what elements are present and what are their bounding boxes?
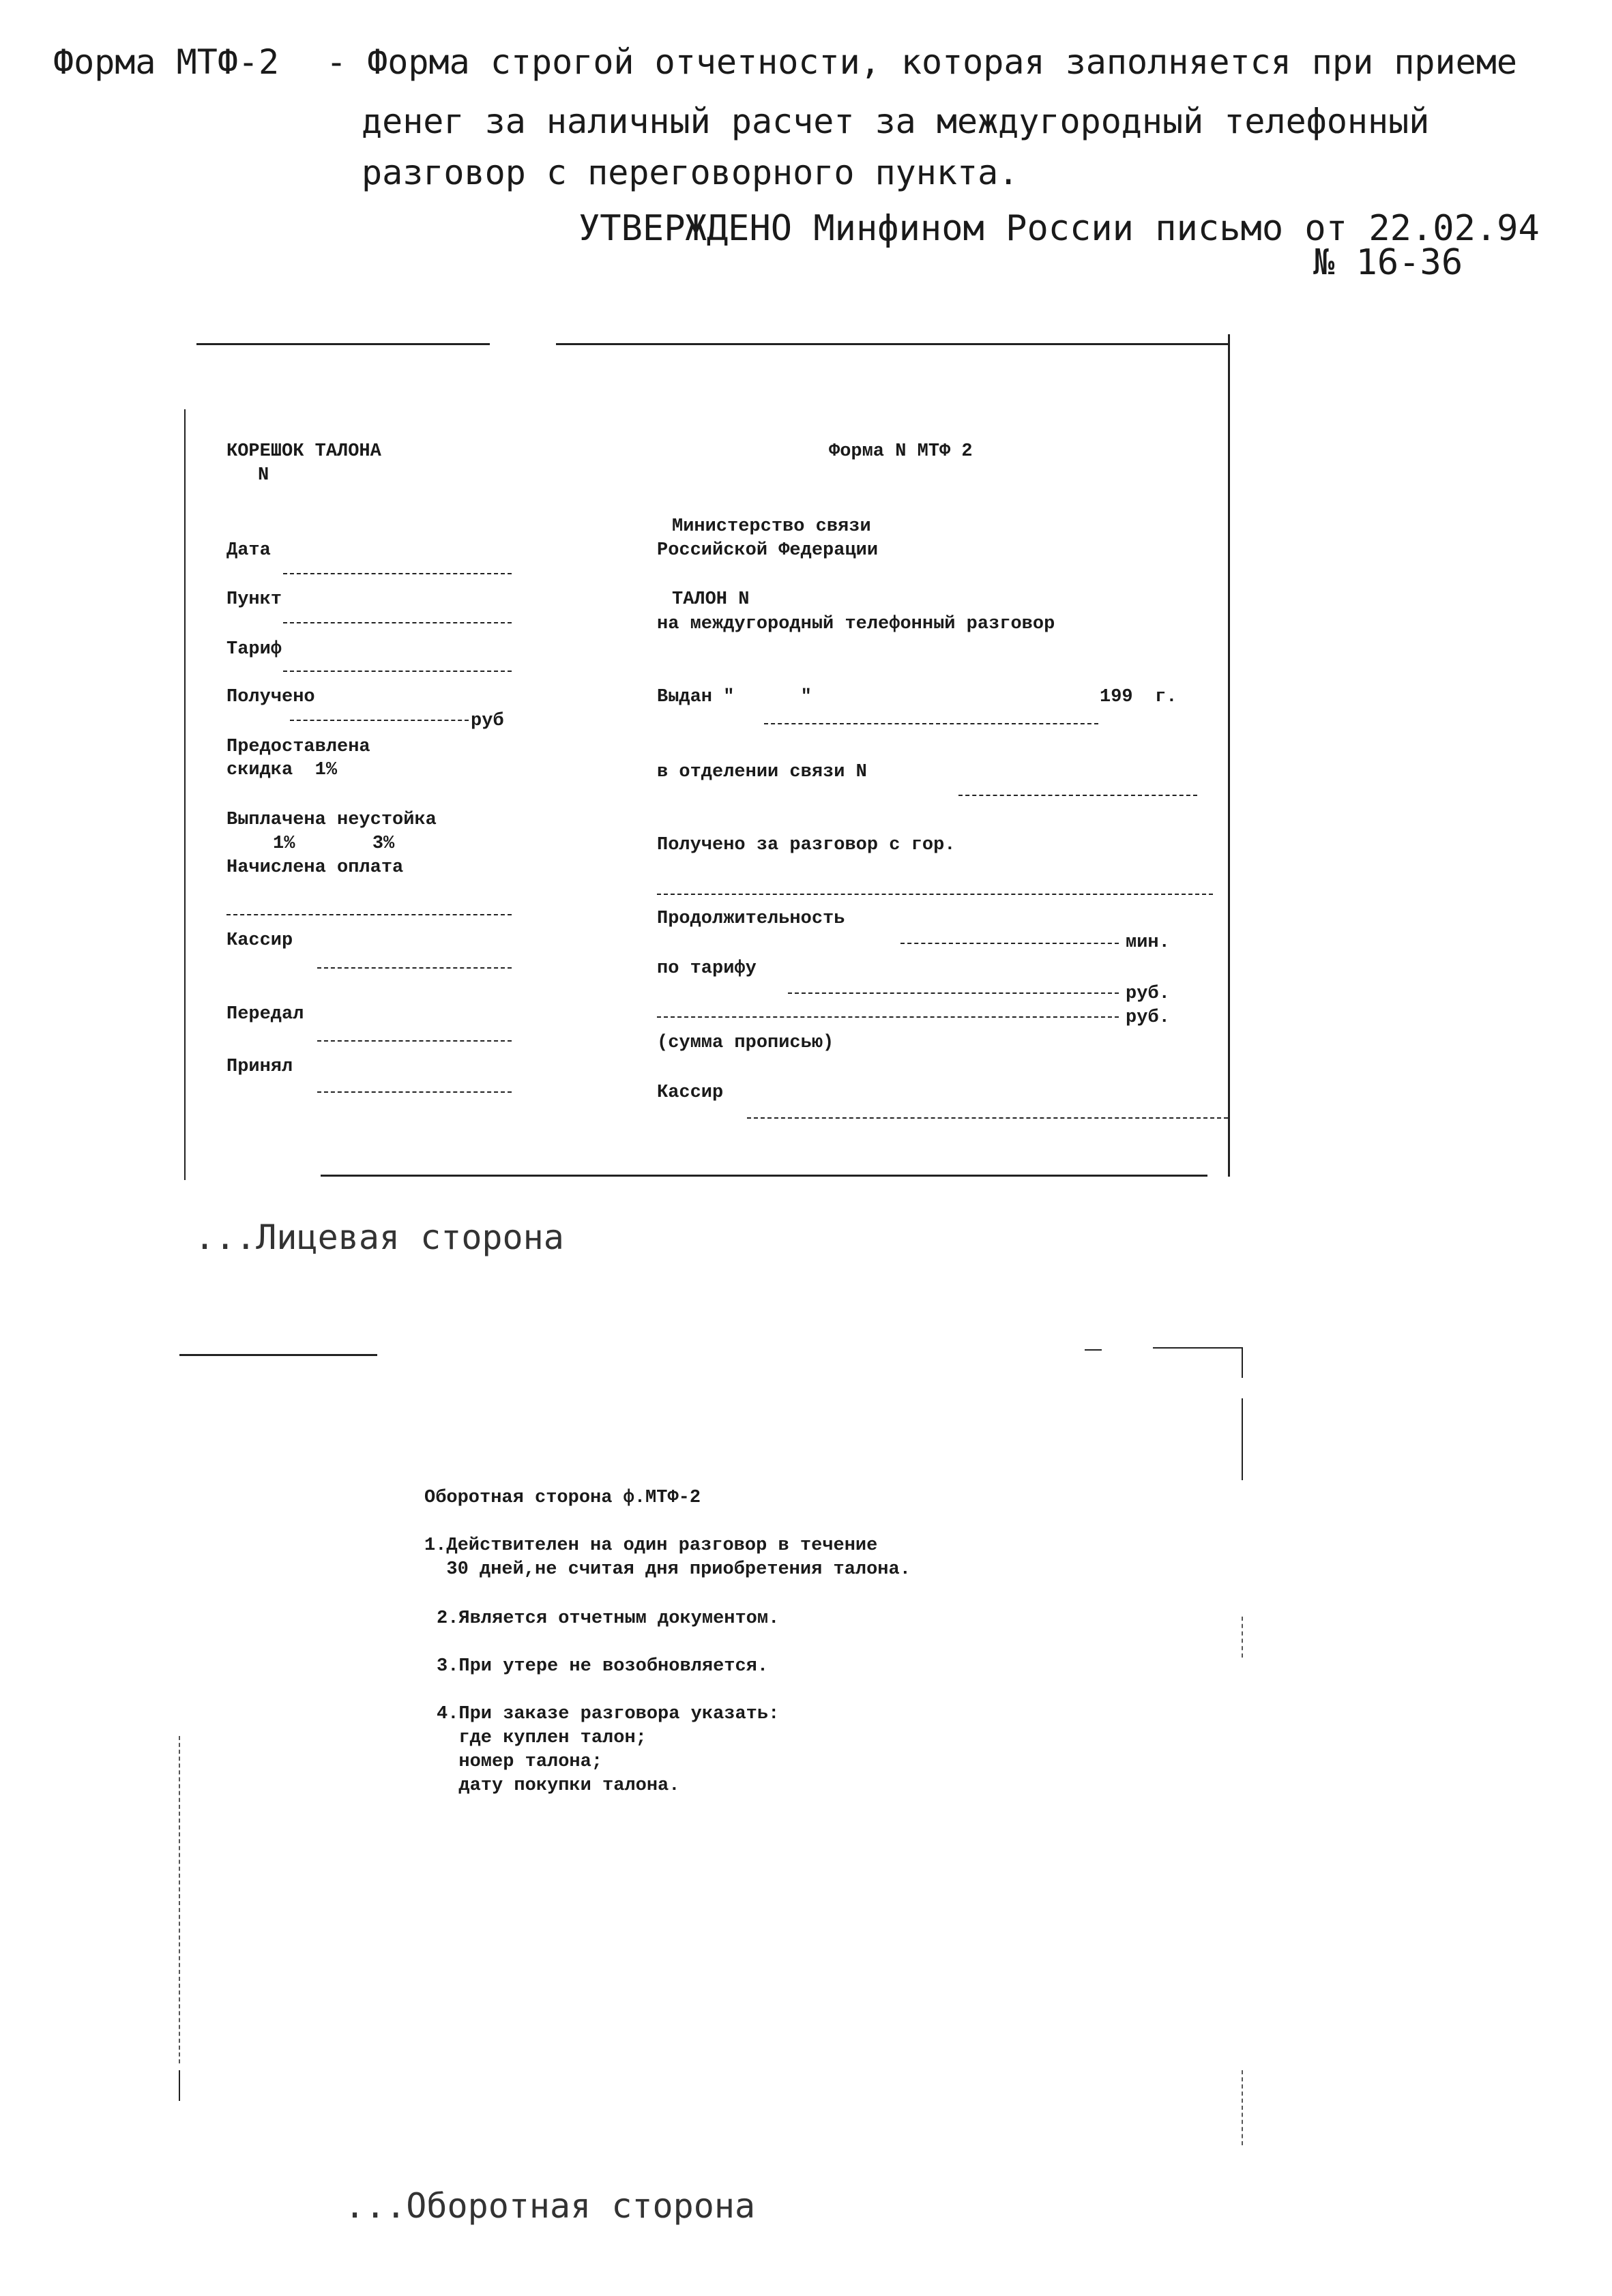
stub-rub: руб [471, 711, 504, 731]
frame-top-left [196, 343, 490, 345]
coupon-received-line [657, 894, 1213, 895]
coupon-amount-in-words: (сумма прописью) [657, 1033, 834, 1053]
back-frame-top-right [1153, 1347, 1242, 1349]
stub-tariff-label: Тариф [226, 639, 282, 660]
stub-charged-line [226, 914, 512, 915]
coupon-cashier-label: Кассир [657, 1083, 724, 1103]
stub-point-line [283, 622, 512, 623]
stub-received-label: Получено [226, 687, 315, 707]
coupon-issued-label: Выдан " " [657, 687, 812, 707]
back-item-1-line-2: 30 дней,не считая дня приобретения талона. [424, 1559, 911, 1580]
frame-left [184, 409, 186, 1180]
back-item-4-line-3: номер талона; [437, 1752, 603, 1772]
coupon-ministry-1: Министерство связи [672, 516, 871, 537]
stub-penalty-values: 1% 3% [273, 834, 395, 854]
form-description-line-3: разговор с переговорного пункта. [362, 153, 1019, 192]
coupon-duration-label: Продолжительность [657, 909, 845, 929]
coupon-issued-line [764, 723, 1098, 724]
frame-top-right [556, 343, 1228, 345]
back-frame-top-left [179, 1354, 377, 1356]
coupon-rub-1: руб. [1126, 984, 1170, 1004]
approved-number: № 16-36 [1313, 242, 1463, 283]
frame-bottom [321, 1175, 1207, 1177]
back-title: Оборотная сторона ф.МТФ-2 [424, 1488, 701, 1508]
stub-received-line [290, 720, 469, 721]
back-item-3: 3.При утере не возобновляется. [437, 1656, 769, 1677]
stub-handed-line [317, 1040, 512, 1042]
stub-title: КОРЕШОК ТАЛОНА [226, 441, 381, 462]
stub-cashier-line [317, 967, 512, 969]
frame-right [1228, 334, 1230, 1177]
coupon-cashier-line [747, 1117, 1228, 1119]
stub-accepted-label: Принял [226, 1057, 293, 1077]
back-item-4-line-4: дату покупки талона. [437, 1776, 680, 1796]
coupon-duration-line [900, 943, 1119, 944]
stub-cashier-label: Кассир [226, 930, 293, 951]
back-frame-right-dash [1242, 1617, 1243, 1658]
coupon-branch-line [958, 795, 1197, 796]
stub-date-label: Дата [226, 540, 271, 561]
stub-charged-label: Начислена оплата [226, 857, 404, 878]
coupon-received-for: Получено за разговор с гор. [657, 835, 956, 855]
stub-handed-label: Передал [226, 1004, 304, 1025]
form-description-line-1: - Форма строгой отчетности, которая заполняется при приеме [326, 42, 1517, 82]
coupon-amount-line [657, 1016, 1119, 1018]
back-frame-top-mark [1085, 1349, 1102, 1351]
coupon-tariff-line [788, 992, 1119, 994]
back-side-caption: ...Оборотная сторона [345, 2186, 756, 2226]
back-frame-left-bottom [179, 2070, 180, 2101]
stub-discount-2: скидка 1% [226, 760, 338, 780]
form-description-line-2: денег за наличный расчет за междугородный телефонный [362, 102, 1430, 141]
stub-date-line [283, 573, 512, 574]
stub-tariff-line [283, 671, 512, 672]
back-frame-right-top [1242, 1347, 1243, 1378]
back-item-2: 2.Является отчетным документом. [437, 1608, 780, 1629]
back-frame-right-bottom [1242, 2070, 1243, 2145]
stub-accepted-line [317, 1091, 512, 1093]
coupon-rub-2: руб. [1126, 1007, 1170, 1028]
front-side-caption: ...Лицевая сторона [194, 1218, 564, 1257]
coupon-min: мин. [1126, 932, 1170, 953]
stub-penalty-label: Выплачена неустойка [226, 810, 437, 830]
coupon-description: на междугородный телефонный разговор [657, 614, 1055, 634]
back-item-4-line-1: 4.При заказе разговора указать: [437, 1704, 780, 1724]
stub-point-label: Пункт [226, 589, 282, 610]
coupon-number: ТАЛОН N [672, 589, 750, 610]
back-item-4-line-2: где куплен талон; [437, 1728, 647, 1748]
approved-statement: УТВЕРЖДЕНО Минфином России письмо от 22.02.94 [578, 208, 1540, 249]
back-frame-left-dash [179, 1736, 180, 2063]
coupon-ministry-2: Российской Федерации [657, 540, 879, 561]
coupon-form-number: Форма N МТФ 2 [829, 441, 973, 462]
back-frame-right-mid [1242, 1398, 1243, 1480]
coupon-year: 199 г. [1100, 687, 1177, 707]
form-code: Форма МТФ-2 [53, 42, 280, 82]
stub-discount-1: Предоставлена [226, 737, 370, 757]
stub-number: N [258, 465, 269, 486]
coupon-branch-label: в отделении связи N [657, 762, 867, 782]
back-item-1-line-1: 1.Действителен на один разговор в течение [424, 1535, 878, 1556]
coupon-by-tariff-label: по тарифу [657, 958, 757, 979]
